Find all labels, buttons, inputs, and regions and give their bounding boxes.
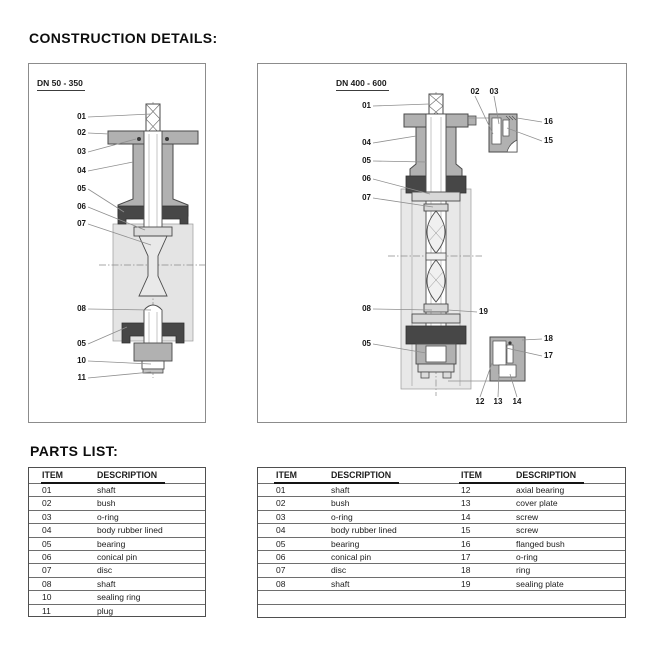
parts-table-row <box>258 523 625 536</box>
valve-disc <box>426 211 446 302</box>
parts-table-dn-50-350 <box>28 467 206 617</box>
parts-table-row <box>258 604 625 617</box>
callout-leader-line <box>88 162 133 171</box>
callout-leader-line <box>373 136 416 143</box>
header-cell: DESCRIPTION <box>516 470 577 480</box>
item-cell: 11 <box>42 605 51 616</box>
callout-label: 03 <box>77 147 86 157</box>
description-cell: bush <box>331 498 350 509</box>
header-underline <box>274 482 399 484</box>
o-ring-detail <box>508 341 511 344</box>
callout-label: 17 <box>544 351 553 361</box>
lower-band <box>412 314 460 323</box>
upper-shaft <box>146 104 160 134</box>
parts-table-header-row <box>258 468 625 483</box>
description-cell <box>516 591 625 603</box>
callout-label: 13 <box>493 397 503 407</box>
description-cell: ring <box>516 565 531 576</box>
screw-detail <box>507 345 513 363</box>
dn-range-label: DN 400 - 600 <box>336 78 389 91</box>
parts-table-row <box>258 563 625 576</box>
callout-label: 06 <box>77 202 86 212</box>
item-cell: 17 <box>461 551 471 562</box>
description-cell: disc <box>97 565 113 576</box>
parts-table-row <box>258 590 625 603</box>
item-cell: 10 <box>42 592 52 603</box>
description-cell: screw <box>516 511 539 522</box>
parts-table-row <box>29 604 205 617</box>
description-cell: conical pin <box>97 551 138 562</box>
item-cell <box>461 591 516 603</box>
o-ring-right <box>165 137 169 141</box>
callout-label: 11 <box>77 373 86 383</box>
parts-table-row <box>29 537 205 550</box>
parts-table-row <box>258 483 625 496</box>
diagram-panel-dn-50-350 <box>28 63 206 423</box>
callout-label: 16 <box>544 117 553 127</box>
callout-label: 10 <box>77 356 86 366</box>
description-cell: shaft <box>97 485 116 495</box>
description-cell: conical pin <box>331 551 372 562</box>
description-cell <box>516 605 625 617</box>
callout-label: 04 <box>77 166 86 176</box>
item-cell: 15 <box>461 525 471 536</box>
header-cell: ITEM <box>276 470 298 480</box>
callout-leader-line <box>88 114 151 117</box>
description-cell: flanged bush <box>516 538 565 549</box>
parts-table-row <box>258 577 625 590</box>
parts-table-row <box>29 590 205 603</box>
description-cell: cover plate <box>516 498 558 509</box>
description-cell: sealing ring <box>97 592 141 603</box>
lower-shaft <box>144 305 162 348</box>
flange-tab <box>468 116 476 125</box>
disc-hub-top <box>424 204 448 211</box>
callout-leader-line <box>517 118 542 122</box>
item-cell: 03 <box>42 511 52 522</box>
description-cell: bearing <box>331 538 360 549</box>
construction-details-title: CONSTRUCTION DETAILS: <box>29 30 218 46</box>
parts-table-row <box>29 563 205 576</box>
callout-label: 02 <box>77 128 86 138</box>
description-cell: shaft <box>97 578 116 589</box>
callout-label: 07 <box>77 219 86 229</box>
parts-table-row <box>29 483 205 496</box>
disc-hub-bottom <box>424 304 448 312</box>
valve-drawing-dn-50-350 <box>29 64 205 422</box>
parts-table-row <box>258 510 625 523</box>
item-cell: 06 <box>42 551 52 562</box>
description-cell: bearing <box>97 538 126 549</box>
parts-table-row <box>29 510 205 523</box>
item-cell <box>258 605 331 617</box>
item-cell: 14 <box>461 511 471 522</box>
sealing-ring <box>142 361 164 369</box>
item-cell: 12 <box>461 485 471 495</box>
item-cell: 02 <box>42 498 52 509</box>
callout-leader-line <box>373 104 429 106</box>
item-cell: 19 <box>461 578 471 589</box>
item-cell: 16 <box>461 538 471 549</box>
bottom-cap <box>134 343 172 373</box>
item-cell: 05 <box>276 538 286 549</box>
description-cell: sealing plate <box>516 578 564 589</box>
callout-label: 18 <box>544 334 553 344</box>
description-cell: body rubber lined <box>97 525 163 536</box>
parts-table-row <box>29 496 205 509</box>
description-cell <box>331 605 461 617</box>
callout-label: 05 <box>77 184 86 194</box>
upper-band <box>412 192 460 201</box>
description-cell: o-ring <box>97 511 119 522</box>
callout-label: 01 <box>362 101 371 111</box>
description-cell <box>331 591 461 603</box>
callout-leader-line <box>88 133 109 134</box>
item-cell: 04 <box>42 525 52 536</box>
item-cell: 01 <box>42 485 52 495</box>
item-cell <box>258 591 331 603</box>
parts-table-row <box>29 523 205 536</box>
parts-table-row <box>29 577 205 590</box>
item-cell: 08 <box>42 578 52 589</box>
item-cell: 06 <box>276 551 286 562</box>
callout-label: 03 <box>489 87 499 97</box>
valve-drawing-dn-400-600 <box>258 64 626 422</box>
callout-label: 08 <box>77 304 86 314</box>
parts-table-row <box>29 550 205 563</box>
callout-label: 05 <box>362 339 371 349</box>
callout-label: 05 <box>362 156 371 166</box>
o-ring-left <box>137 137 141 141</box>
item-cell: 04 <box>276 525 286 536</box>
description-cell: plug <box>97 605 114 616</box>
diagram-panel-dn-400-600 <box>257 63 627 423</box>
item-cell <box>461 605 516 617</box>
item-cell: 08 <box>276 578 286 589</box>
parts-table-row <box>258 537 625 550</box>
parts-list-title: PARTS LIST: <box>30 443 119 459</box>
callout-label: 01 <box>77 112 86 122</box>
description-cell: o-ring <box>331 511 353 522</box>
header-underline <box>41 482 165 484</box>
header-cell: ITEM <box>461 470 483 480</box>
item-cell: 05 <box>42 538 52 549</box>
item-cell: 07 <box>276 565 286 576</box>
description-cell: axial bearing <box>516 485 565 495</box>
item-cell: 18 <box>461 565 471 576</box>
description-cell: bush <box>97 498 116 509</box>
header-cell: DESCRIPTION <box>97 470 158 480</box>
description-cell: shaft <box>331 578 350 589</box>
parts-table-row <box>258 496 625 509</box>
callout-label: 05 <box>77 339 86 349</box>
shaft-channel <box>144 131 162 229</box>
lower-bearing <box>406 326 466 344</box>
callout-leader-line <box>88 189 124 212</box>
description-cell: shaft <box>331 485 350 495</box>
callout-label: 02 <box>470 87 480 97</box>
item-cell: 07 <box>42 565 52 576</box>
description-cell: body rubber lined <box>331 525 397 536</box>
item-cell: 01 <box>276 485 286 495</box>
header-cell: ITEM <box>42 470 64 480</box>
callout-label: 06 <box>362 174 371 184</box>
callout-label: 15 <box>544 136 553 146</box>
description-cell: screw <box>516 525 539 536</box>
parts-table-dn-400-600 <box>257 467 626 618</box>
callout-label: 12 <box>475 397 485 407</box>
description-cell: disc <box>331 565 347 576</box>
callout-leader-line <box>88 372 151 378</box>
callout-label: 19 <box>479 307 488 317</box>
item-cell: 13 <box>461 498 471 509</box>
description-cell: o-ring <box>516 551 538 562</box>
callout-label: 14 <box>512 397 522 407</box>
header-underline <box>459 482 584 484</box>
item-cell: 03 <box>276 511 286 522</box>
parts-table-header-row <box>29 468 205 483</box>
callout-label: 08 <box>362 304 371 314</box>
header-cell: DESCRIPTION <box>331 470 392 480</box>
dn-range-label: DN 50 - 350 <box>37 78 85 91</box>
item-cell: 02 <box>276 498 286 509</box>
parts-table-row <box>258 550 625 563</box>
callout-label: 04 <box>362 138 371 148</box>
callout-label: 07 <box>362 193 371 203</box>
